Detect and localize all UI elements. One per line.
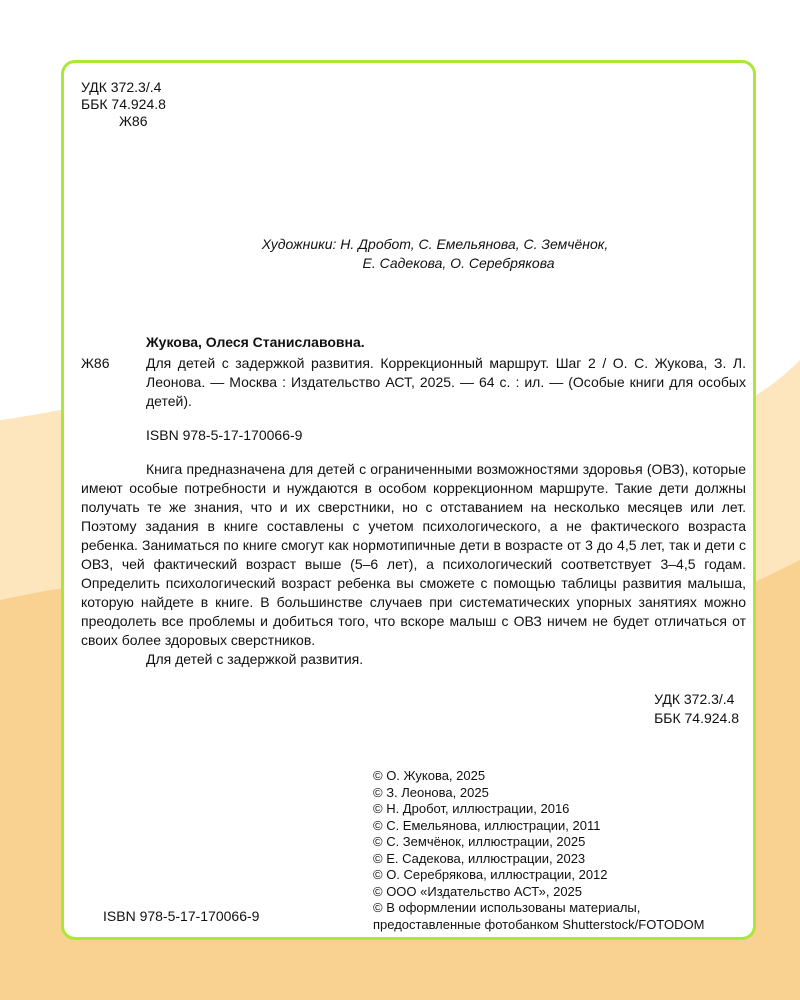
copyright-line: © О. Жукова, 2025 <box>373 768 486 783</box>
copyright-line: © ООО «Издательство АСТ», 2025 <box>373 883 583 899</box>
copyright-line: © С. Емельянова, иллюстрации, 2011 <box>373 817 601 833</box>
classification-block <box>81 79 166 130</box>
biblio-description: Для детей с задержкой развития. Коррекционный маршрут. Шаг 2 / О. С. Жукова, З. Л. Леонова. — Москва : Издательство АСТ, 2025. — 64 с. : ил. — (Особые книги для особых детей). <box>146 355 746 409</box>
annotation-audience: Для детей с задержкой развития. <box>146 651 364 667</box>
author-mark: Ж86 <box>119 113 148 129</box>
copyright-line: © О. Серебрякова, иллюстрации, 2012 <box>373 867 608 882</box>
imprint-page <box>61 60 756 940</box>
annotation <box>81 460 746 669</box>
copyright-line: © З. Леонова, 2025 <box>373 784 489 800</box>
artists-line-2: Е. Садекова, О. Серебрякова <box>362 255 555 271</box>
isbn-footer: ISBN 978-5-17-170066-9 <box>103 908 260 924</box>
copyright-line: © В оформлении использованы материалы, <box>373 900 641 915</box>
copyright-list <box>373 768 704 933</box>
isbn-record: ISBN 978-5-17-170066-9 <box>146 427 303 443</box>
classification-bottom <box>654 690 739 728</box>
copyright-line: предоставленные фотобанком Shutterstock/FOTODOM <box>373 916 705 932</box>
copyright-line: © Н. Дробот, иллюстрации, 2016 <box>373 801 570 816</box>
bbk-code: ББК 74.924.8 <box>81 96 166 112</box>
copyright-line: © С. Земчёнок, иллюстрации, 2025 <box>373 834 586 849</box>
udk-code: УДК 372.3/.4 <box>81 79 162 95</box>
author-name: Жукова, Олеся Станиславовна. <box>146 334 365 350</box>
bibliographic-record <box>81 354 746 411</box>
artists-line-1: Художники: Н. Дробот, С. Емельянова, С. Земчёнок, <box>261 236 609 252</box>
copyright-line: © Е. Садекова, иллюстрации, 2023 <box>373 850 586 866</box>
biblio-author-mark: Ж86 <box>81 355 110 371</box>
annotation-paragraph: Книга предназначена для детей с ограниченными возможностями здоровья (ОВЗ), которые имеют особые потребности и нуждаются в особом коррекционном маршруте. Такие дети должны получать те же знания, что и их сверстники, но с отставанием на несколько месяцев или лет. Поэтому задания в книге составлены с учетом психологического, а не фактического возраста ребенка. Заниматься по книге смогут как нормотипичные дети в возрасте от 3 до 4,5 лет, так и дети с ОВЗ, чей фактический возраст выше (5–6 лет), а психологический соответствует 3–4,5 годам. Определить психологический возраст ребенка вы сможете с помощью таблицы развития малыша, которую найдете в книге. В большинстве случаев при систематических упорных занятиях можно преодолеть все проблемы и добиться того, что вскоре малыш с ОВЗ ничем не будет отличаться от своих более здоровых сверстников. <box>81 461 746 648</box>
bbk-code-bottom: ББК 74.924.8 <box>654 710 739 726</box>
udk-code-bottom: УДК 372.3/.4 <box>654 691 735 707</box>
artists-credit <box>64 235 753 273</box>
